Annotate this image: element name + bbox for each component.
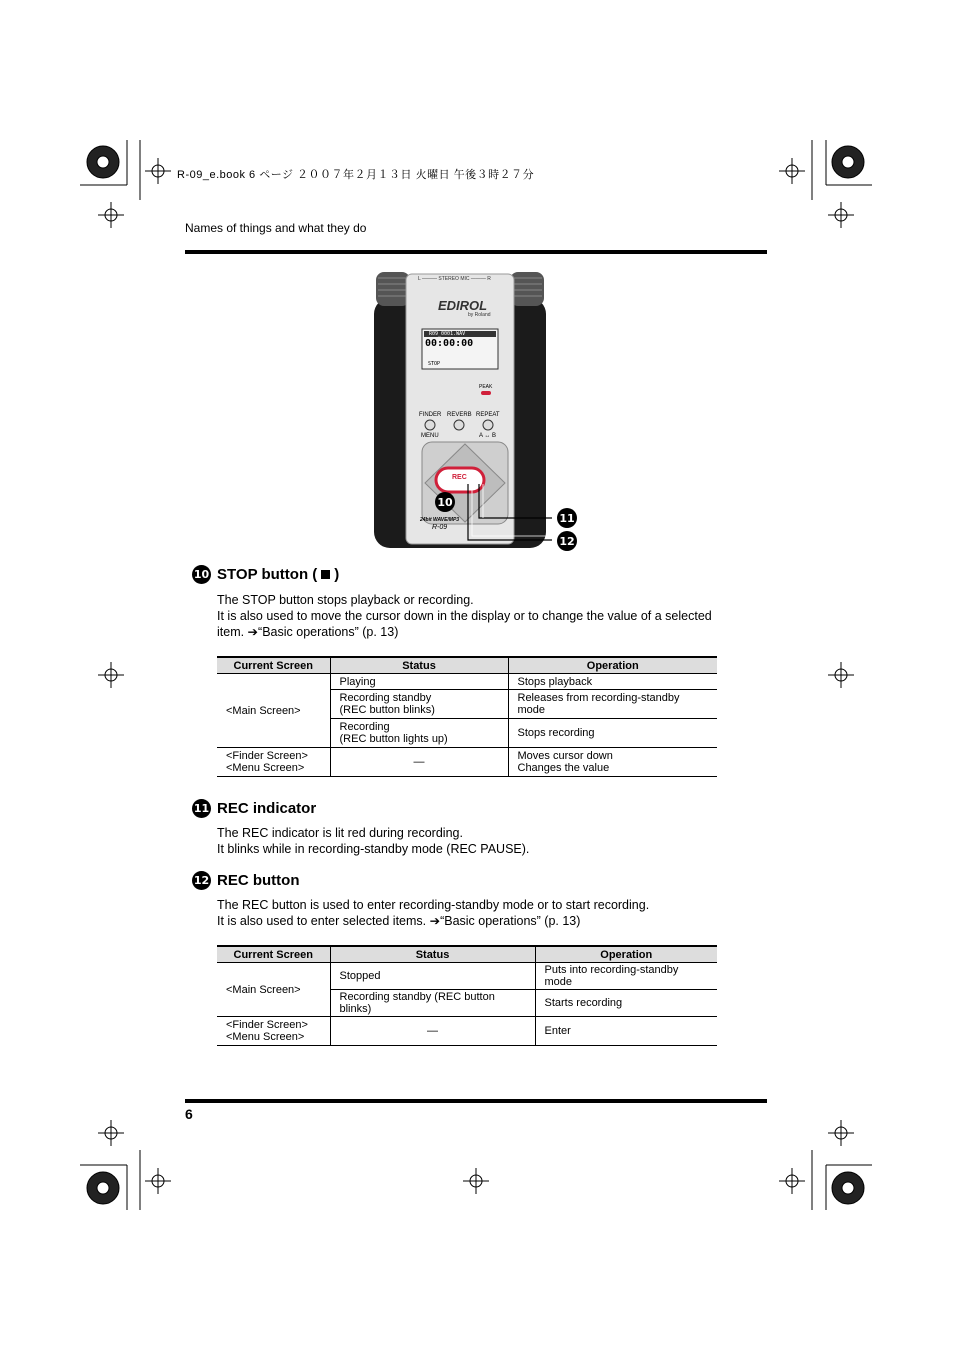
status-line: (REC button lights up)	[339, 733, 448, 745]
screen-line: <Menu Screen>	[226, 762, 305, 774]
screen-line: <Menu Screen>	[226, 1031, 305, 1043]
section-10-body	[217, 592, 727, 640]
peak-label: PEAK	[479, 384, 493, 390]
section-10-para3: item. ➔“Basic operations” (p. 13)	[217, 625, 399, 639]
section-10-number: 10	[192, 565, 211, 584]
screen-line: <Finder Screen>	[226, 1019, 308, 1031]
col-status: Status	[330, 946, 535, 963]
cell-status: —	[330, 1017, 535, 1046]
section-10-para1: The STOP button stops playback or recording.	[217, 593, 474, 607]
section-10-title	[192, 565, 339, 584]
operation-line: Moves cursor down	[517, 750, 613, 762]
stop-button-table	[217, 656, 717, 777]
cell-status: Playing	[330, 674, 508, 690]
section-11-heading: REC indicator	[217, 800, 317, 817]
section-12-number: 12	[192, 871, 211, 890]
table-row	[217, 963, 717, 990]
cell-operation: Puts into recording-standby mode	[535, 963, 717, 990]
cell-main-screen: <Main Screen>	[217, 963, 330, 1017]
cell-operation	[508, 748, 717, 777]
display-status: STOP	[428, 361, 441, 367]
crop-header: R-09_e.book 6 ページ ２００７年２月１３日 火曜日 午後３時２７分	[177, 169, 535, 181]
col-operation: Operation	[508, 657, 717, 674]
cell-operation: Stops recording	[508, 719, 717, 748]
section-11-number: 11	[192, 799, 211, 818]
section-12-body	[217, 897, 727, 929]
cell-operation: Releases from recording-standby mode	[508, 690, 717, 719]
section-11-para1: The REC indicator is lit red during recording.	[217, 826, 463, 840]
col-current-screen: Current Screen	[217, 946, 330, 963]
table-row	[217, 748, 717, 777]
callout-11: 11	[557, 508, 577, 528]
cell-status: —	[330, 748, 508, 777]
cell-main-screen: <Main Screen>	[217, 674, 330, 748]
callout-10: 10	[435, 492, 455, 512]
table-row	[217, 1017, 717, 1046]
section-11-para2: It blinks while in recording-standby mode (REC PAUSE).	[217, 842, 530, 856]
finder-label: FINDER	[419, 412, 442, 418]
brand-sub: by Roland	[468, 312, 491, 318]
cell-status	[330, 719, 508, 748]
model-text: 24bit WAVE/MP3	[420, 517, 460, 523]
model-name: R-09	[432, 524, 448, 531]
display-time: 00:00:00	[425, 338, 474, 349]
cell-status: Recording standby (REC button blinks)	[330, 990, 535, 1017]
section-10-heading-end: )	[334, 566, 340, 583]
section-11-title	[192, 799, 316, 818]
cell-status: Stopped	[330, 963, 535, 990]
repeat-label: REPEAT	[476, 412, 500, 418]
reverb-label: REVERB	[447, 412, 472, 418]
ab-label: A ↔ B	[479, 433, 497, 439]
cell-status	[330, 690, 508, 719]
section-12-heading: REC button	[217, 872, 300, 889]
brand-logo: EDIROL	[438, 298, 488, 313]
cell-operation: Stops playback	[508, 674, 717, 690]
running-header: Names of things and what they do	[185, 221, 367, 235]
operation-line: Changes the value	[517, 762, 610, 774]
section-10-para2: It is also used to move the cursor down in the display or to change the value of a selected	[217, 609, 712, 623]
cell-operation: Enter	[535, 1017, 717, 1046]
section-12-para1: The REC button is used to enter recording-standby mode or to start recording.	[217, 898, 650, 912]
device-illustration	[372, 272, 586, 550]
rec-button-table	[217, 945, 717, 1046]
cell-finder-screen	[217, 1017, 330, 1046]
footer-rule	[185, 1099, 767, 1103]
section-12-title	[192, 871, 299, 890]
col-operation: Operation	[535, 946, 717, 963]
status-line: (REC button blinks)	[339, 704, 435, 716]
header-rule	[185, 250, 767, 254]
section-11-body	[217, 825, 727, 857]
cell-operation: Starts recording	[535, 990, 717, 1017]
status-line: Recording standby	[339, 692, 432, 704]
section-10-heading: STOP button (	[217, 566, 318, 583]
col-status: Status	[330, 657, 508, 674]
mic-label: L ——— STEREO MIC ——— R	[418, 276, 491, 282]
screen-line: <Finder Screen>	[226, 750, 308, 762]
table-row	[217, 674, 717, 690]
page-number: 6	[185, 1106, 193, 1122]
rec-button-label: REC	[452, 474, 467, 481]
stop-square-icon	[321, 570, 330, 579]
section-12-para2: It is also used to enter selected items. ➔“Basic operations” (p. 13)	[217, 914, 581, 928]
col-current-screen: Current Screen	[217, 657, 330, 674]
cell-finder-screen	[217, 748, 330, 777]
display-filename: R09_0001.WAV	[429, 331, 466, 337]
status-line: Recording	[339, 721, 390, 733]
menu-label: MENU	[421, 433, 439, 439]
callout-12: 12	[557, 531, 577, 551]
